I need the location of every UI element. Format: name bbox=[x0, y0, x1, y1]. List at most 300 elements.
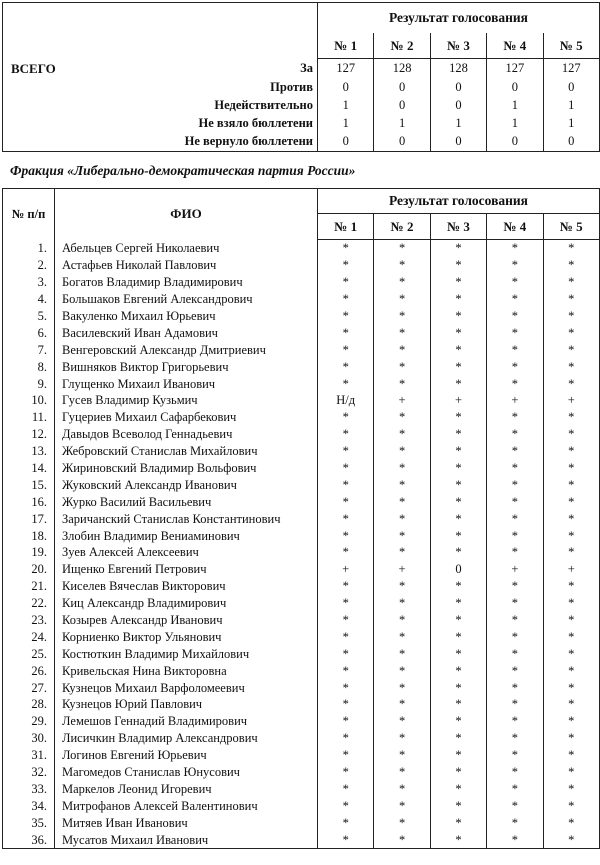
vote-cell: * bbox=[430, 595, 486, 612]
summary-cell: 127 bbox=[487, 59, 543, 79]
table-row bbox=[3, 612, 600, 629]
vote-cell: * bbox=[318, 628, 374, 645]
row-number: 11. bbox=[3, 409, 55, 426]
summary-column-header: № 5 bbox=[543, 33, 599, 59]
row-number: 24. bbox=[3, 628, 55, 645]
vote-cell: * bbox=[374, 341, 430, 358]
member-name: Вакуленко Михаил Юрьевич bbox=[62, 309, 216, 323]
vote-cell: * bbox=[487, 696, 543, 713]
member-column-header: № 3 bbox=[430, 214, 486, 240]
member-name: Киц Александр Владимирович bbox=[62, 596, 227, 611]
vote-cell: 0 bbox=[430, 561, 486, 578]
vote-cell: * bbox=[543, 578, 599, 595]
vote-cell: + bbox=[543, 561, 599, 578]
summary-cell: 1 bbox=[487, 97, 543, 115]
vote-cell: * bbox=[430, 797, 486, 814]
table-row bbox=[3, 274, 600, 291]
table-row bbox=[3, 392, 600, 409]
member-name: Большаков Евгений Александрович bbox=[62, 292, 253, 307]
vote-cell: * bbox=[430, 612, 486, 629]
faction-title: Фракция «Либерально-демократическая партия России» bbox=[10, 163, 356, 178]
row-number: 14. bbox=[3, 460, 55, 477]
vote-cell: * bbox=[543, 426, 599, 443]
member-name: Лисичкин Владимир Александрович bbox=[62, 731, 258, 746]
member-name: Василевский Иван Адамович bbox=[62, 325, 218, 340]
vote-cell: * bbox=[543, 713, 599, 730]
vote-cell: * bbox=[487, 493, 543, 510]
vote-cell: * bbox=[374, 510, 430, 527]
vote-cell: * bbox=[318, 358, 374, 375]
member-name: Зуев Алексей Алексеевич bbox=[62, 545, 199, 560]
row-number: 18. bbox=[3, 527, 55, 544]
summary-column-header: № 2 bbox=[374, 33, 430, 59]
vote-cell: * bbox=[430, 324, 486, 341]
vote-cell: * bbox=[487, 730, 543, 747]
summary-cell: 0 bbox=[374, 97, 430, 115]
table-row bbox=[3, 662, 600, 679]
summary-row bbox=[3, 115, 600, 133]
summary-cell: 127 bbox=[318, 59, 374, 79]
summary-row-label: Недействительно bbox=[3, 97, 318, 115]
vote-cell: * bbox=[374, 324, 430, 341]
row-number: 27. bbox=[3, 679, 55, 696]
vote-cell: * bbox=[318, 544, 374, 561]
vote-cell: * bbox=[318, 240, 374, 257]
row-number: 26. bbox=[3, 662, 55, 679]
vote-cell: * bbox=[374, 831, 430, 848]
vote-cell: + bbox=[543, 392, 599, 409]
vote-cell: * bbox=[543, 358, 599, 375]
vote-cell: * bbox=[430, 645, 486, 662]
member-name: Злобин Владимир Вениаминович bbox=[62, 528, 240, 543]
summary-row-label: За bbox=[3, 59, 318, 79]
table-row bbox=[3, 797, 600, 814]
vote-cell: * bbox=[430, 544, 486, 561]
summary-table bbox=[2, 2, 600, 152]
table-row bbox=[3, 781, 600, 798]
vote-cell: * bbox=[318, 679, 374, 696]
member-name: Маркелов Леонид Игоревич bbox=[62, 781, 212, 796]
vote-cell: + bbox=[430, 392, 486, 409]
vote-cell: * bbox=[543, 375, 599, 392]
member-name: Заричанский Станислав Константинович bbox=[62, 511, 281, 526]
vote-cell: * bbox=[318, 409, 374, 426]
vote-cell: * bbox=[487, 460, 543, 477]
vote-cell: * bbox=[487, 426, 543, 443]
member-column-header: № 1 bbox=[318, 214, 374, 240]
summary-cell: 1 bbox=[430, 115, 486, 133]
vote-cell: * bbox=[318, 426, 374, 443]
vote-cell: * bbox=[543, 510, 599, 527]
vote-cell: * bbox=[430, 679, 486, 696]
vote-cell: * bbox=[543, 814, 599, 831]
summary-cell: 128 bbox=[430, 59, 486, 79]
vote-cell: * bbox=[374, 578, 430, 595]
vote-cell: * bbox=[374, 730, 430, 747]
vote-cell: * bbox=[487, 713, 543, 730]
vote-cell: * bbox=[318, 612, 374, 629]
table-row bbox=[3, 426, 600, 443]
member-name: Магомедов Станислав Юнусович bbox=[62, 765, 240, 780]
vote-cell: * bbox=[374, 527, 430, 544]
vote-cell: * bbox=[374, 460, 430, 477]
member-name: Козырев Александр Иванович bbox=[62, 613, 223, 628]
vote-cell: * bbox=[318, 696, 374, 713]
table-row bbox=[3, 257, 600, 274]
member-name: Костюткин Владимир Михайлович bbox=[62, 646, 250, 661]
vote-cell: * bbox=[318, 460, 374, 477]
summary-row-label: Не взяло бюллетени bbox=[3, 115, 318, 133]
vote-cell: * bbox=[543, 747, 599, 764]
summary-cell: 0 bbox=[430, 133, 486, 152]
vote-cell: * bbox=[487, 612, 543, 629]
vote-cell: * bbox=[374, 426, 430, 443]
table-row bbox=[3, 645, 600, 662]
vote-cell: * bbox=[487, 476, 543, 493]
summary-result-header: Результат голосования bbox=[318, 3, 600, 34]
member-name: Гуцериев Михаил Сафарбекович bbox=[62, 410, 237, 425]
row-number: 7. bbox=[3, 341, 55, 358]
vote-cell: * bbox=[543, 240, 599, 257]
vote-cell: * bbox=[543, 460, 599, 477]
row-number: 36. bbox=[3, 831, 55, 848]
summary-cell: 0 bbox=[318, 79, 374, 97]
table-row bbox=[3, 628, 600, 645]
vote-cell: * bbox=[430, 308, 486, 325]
vote-cell: * bbox=[374, 595, 430, 612]
row-number: 12. bbox=[3, 426, 55, 443]
vote-cell: * bbox=[543, 662, 599, 679]
vote-cell: * bbox=[318, 764, 374, 781]
row-number: 21. bbox=[3, 578, 55, 595]
table-row bbox=[3, 460, 600, 477]
table-row bbox=[3, 409, 600, 426]
table-row bbox=[3, 679, 600, 696]
vote-cell: * bbox=[430, 814, 486, 831]
member-name: Жириновский Владимир Вольфович bbox=[62, 461, 257, 476]
table-row bbox=[3, 730, 600, 747]
vote-cell: * bbox=[430, 831, 486, 848]
vote-cell: * bbox=[318, 730, 374, 747]
summary-cell: 0 bbox=[374, 133, 430, 152]
row-number: 10. bbox=[3, 392, 55, 409]
vote-cell: * bbox=[543, 476, 599, 493]
summary-row-label: Не вернуло бюллетени bbox=[3, 133, 318, 152]
table-row bbox=[3, 747, 600, 764]
vote-cell: * bbox=[430, 443, 486, 460]
vote-cell: * bbox=[374, 781, 430, 798]
vote-cell: * bbox=[318, 308, 374, 325]
table-row bbox=[3, 831, 600, 848]
row-number: 23. bbox=[3, 612, 55, 629]
vote-cell: * bbox=[487, 510, 543, 527]
vote-cell: * bbox=[543, 443, 599, 460]
vote-cell: * bbox=[318, 578, 374, 595]
vote-cell: * bbox=[374, 814, 430, 831]
vote-cell: * bbox=[374, 679, 430, 696]
vote-cell: * bbox=[374, 375, 430, 392]
vote-cell: * bbox=[430, 409, 486, 426]
member-name: Давыдов Всеволод Геннадьевич bbox=[62, 427, 233, 442]
vote-cell: * bbox=[543, 645, 599, 662]
vote-cell: * bbox=[374, 358, 430, 375]
vote-cell: * bbox=[430, 730, 486, 747]
member-name: Богатов Владимир Владимирович bbox=[62, 275, 243, 290]
vote-cell: * bbox=[487, 324, 543, 341]
vote-cell: * bbox=[543, 595, 599, 612]
table-row bbox=[3, 578, 600, 595]
member-name: Корниенко Виктор Ульянович bbox=[62, 629, 222, 644]
vote-cell: * bbox=[543, 696, 599, 713]
vote-cell: * bbox=[318, 476, 374, 493]
vote-cell: * bbox=[430, 764, 486, 781]
vote-cell: * bbox=[543, 730, 599, 747]
table-row bbox=[3, 713, 600, 730]
vote-cell: * bbox=[487, 291, 543, 308]
table-row bbox=[3, 341, 600, 358]
vote-cell: * bbox=[318, 797, 374, 814]
vote-cell: * bbox=[430, 375, 486, 392]
vote-cell: * bbox=[374, 696, 430, 713]
table-row bbox=[3, 291, 600, 308]
vote-cell: + bbox=[318, 561, 374, 578]
vote-cell: * bbox=[487, 443, 543, 460]
vote-cell: * bbox=[318, 831, 374, 848]
row-number: 4. bbox=[3, 291, 55, 308]
vote-cell: * bbox=[430, 662, 486, 679]
vote-cell: * bbox=[487, 797, 543, 814]
summary-cell: 127 bbox=[543, 59, 599, 79]
vote-cell: * bbox=[487, 544, 543, 561]
vote-cell: * bbox=[318, 291, 374, 308]
member-name: Глущенко Михаил Иванович bbox=[62, 376, 216, 391]
row-number: 30. bbox=[3, 730, 55, 747]
vote-cell: * bbox=[430, 781, 486, 798]
vote-cell: * bbox=[374, 476, 430, 493]
summary-cell: 0 bbox=[374, 79, 430, 97]
row-number: 13. bbox=[3, 443, 55, 460]
vote-cell: + bbox=[487, 561, 543, 578]
summary-cell: 0 bbox=[430, 79, 486, 97]
summary-cell: 1 bbox=[318, 115, 374, 133]
vote-cell: * bbox=[543, 324, 599, 341]
table-row bbox=[3, 544, 600, 561]
vote-cell: * bbox=[543, 527, 599, 544]
member-column-header: № 2 bbox=[374, 214, 430, 240]
vote-cell: * bbox=[374, 443, 430, 460]
member-name: Жебровский Станислав Михайлович bbox=[62, 444, 258, 459]
summary-cell: 1 bbox=[543, 115, 599, 133]
table-row bbox=[3, 510, 600, 527]
member-name: Журко Василий Васильевич bbox=[62, 494, 212, 509]
table-row bbox=[3, 527, 600, 544]
vote-cell: * bbox=[543, 797, 599, 814]
member-name: Ищенко Евгений Петрович bbox=[62, 562, 207, 577]
vote-cell: * bbox=[318, 493, 374, 510]
summary-cell: 1 bbox=[487, 115, 543, 133]
header-fio: ФИО bbox=[55, 189, 318, 240]
row-number: 15. bbox=[3, 476, 55, 493]
member-name: Митрофанов Алексей Валентинович bbox=[62, 798, 258, 813]
vote-cell: * bbox=[318, 375, 374, 392]
member-name: Кривельская Нина Викторовна bbox=[62, 663, 227, 678]
vote-cell: * bbox=[430, 291, 486, 308]
summary-cell: 0 bbox=[487, 133, 543, 152]
table-row bbox=[3, 240, 600, 257]
vote-cell: * bbox=[487, 240, 543, 257]
vote-cell: * bbox=[543, 831, 599, 848]
vote-cell: * bbox=[543, 257, 599, 274]
table-row bbox=[3, 595, 600, 612]
vote-cell: * bbox=[487, 308, 543, 325]
vote-cell: * bbox=[487, 578, 543, 595]
vote-cell: * bbox=[430, 240, 486, 257]
row-number: 31. bbox=[3, 747, 55, 764]
vote-cell: * bbox=[543, 628, 599, 645]
vote-cell: * bbox=[430, 257, 486, 274]
table-row bbox=[3, 476, 600, 493]
vote-cell: + bbox=[374, 392, 430, 409]
table-row bbox=[3, 324, 600, 341]
vote-cell: * bbox=[487, 595, 543, 612]
vote-cell: * bbox=[543, 493, 599, 510]
summary-cell: 0 bbox=[430, 97, 486, 115]
vote-cell: * bbox=[374, 662, 430, 679]
member-name: Венгеровский Александр Дмитриевич bbox=[62, 342, 266, 357]
vote-cell: * bbox=[487, 662, 543, 679]
member-name: Абельцев Сергей Николаевич bbox=[62, 241, 220, 256]
vote-cell: * bbox=[318, 713, 374, 730]
vote-cell: * bbox=[318, 443, 374, 460]
vote-cell: * bbox=[374, 747, 430, 764]
vote-cell: * bbox=[487, 764, 543, 781]
vote-cell: * bbox=[318, 274, 374, 291]
vote-cell: * bbox=[374, 544, 430, 561]
table-row bbox=[3, 443, 600, 460]
vote-cell: Н/д bbox=[318, 392, 374, 409]
vote-cell: * bbox=[430, 713, 486, 730]
member-name: Киселев Вячеслав Викторович bbox=[62, 579, 226, 594]
summary-row bbox=[3, 79, 600, 97]
vote-cell: * bbox=[543, 544, 599, 561]
summary-column-header: № 1 bbox=[318, 33, 374, 59]
vote-cell: * bbox=[487, 645, 543, 662]
vote-cell: * bbox=[430, 460, 486, 477]
row-number: 25. bbox=[3, 645, 55, 662]
summary-column-header: № 3 bbox=[430, 33, 486, 59]
member-name: Митяев Иван Иванович bbox=[62, 815, 188, 830]
vote-cell: * bbox=[543, 274, 599, 291]
member-column-header: № 5 bbox=[543, 214, 599, 240]
summary-row bbox=[3, 133, 600, 152]
vote-cell: * bbox=[543, 341, 599, 358]
vote-cell: * bbox=[543, 781, 599, 798]
member-name: Астафьев Николай Павлович bbox=[62, 258, 217, 273]
vote-cell: * bbox=[374, 764, 430, 781]
member-name: Кузнецов Михаил Варфоломеевич bbox=[62, 680, 245, 695]
vote-cell: * bbox=[430, 341, 486, 358]
vote-cell: * bbox=[487, 679, 543, 696]
table-row bbox=[3, 308, 600, 325]
vote-cell: * bbox=[487, 831, 543, 848]
vote-cell: * bbox=[430, 476, 486, 493]
vote-cell: * bbox=[487, 628, 543, 645]
row-number: 2. bbox=[3, 257, 55, 274]
table-row bbox=[3, 375, 600, 392]
member-name: Лемешов Геннадий Владимирович bbox=[62, 714, 248, 729]
vote-cell: * bbox=[374, 493, 430, 510]
row-number: 28. bbox=[3, 696, 55, 713]
vote-cell: * bbox=[543, 679, 599, 696]
vote-cell: * bbox=[430, 696, 486, 713]
vote-cell: * bbox=[318, 814, 374, 831]
vote-cell: * bbox=[543, 409, 599, 426]
row-number: 8. bbox=[3, 358, 55, 375]
member-column-header: № 4 bbox=[487, 214, 543, 240]
vote-cell: * bbox=[430, 510, 486, 527]
header-number: № п/п bbox=[3, 189, 55, 240]
summary-row bbox=[3, 97, 600, 115]
row-number: 34. bbox=[3, 797, 55, 814]
vote-cell: * bbox=[543, 308, 599, 325]
summary-cell: 0 bbox=[487, 79, 543, 97]
summary-row bbox=[3, 59, 600, 79]
vote-cell: * bbox=[487, 257, 543, 274]
vote-cell: * bbox=[487, 341, 543, 358]
row-number: 20. bbox=[3, 561, 55, 578]
row-number: 32. bbox=[3, 764, 55, 781]
member-name: Вишняков Виктор Григорьевич bbox=[62, 359, 229, 374]
vote-cell: * bbox=[374, 274, 430, 291]
row-number: 22. bbox=[3, 595, 55, 612]
vote-cell: * bbox=[487, 274, 543, 291]
member-name: Гусев Владимир Кузьмич bbox=[62, 393, 198, 408]
vote-cell: * bbox=[487, 814, 543, 831]
vote-cell: * bbox=[318, 324, 374, 341]
row-number: 9. bbox=[3, 375, 55, 392]
vote-cell: * bbox=[487, 747, 543, 764]
row-number: 1. bbox=[3, 240, 55, 257]
faction-members-table bbox=[2, 188, 600, 849]
vote-cell: * bbox=[543, 764, 599, 781]
vote-cell: * bbox=[374, 628, 430, 645]
vote-cell: * bbox=[543, 612, 599, 629]
vote-cell: * bbox=[318, 595, 374, 612]
vote-cell: * bbox=[318, 257, 374, 274]
table-row bbox=[3, 814, 600, 831]
vote-cell: * bbox=[374, 645, 430, 662]
member-name: Жуковский Александр Иванович bbox=[62, 477, 237, 492]
row-number: 17. bbox=[3, 510, 55, 527]
row-number: 19. bbox=[3, 544, 55, 561]
summary-cell: 0 bbox=[543, 133, 599, 152]
table-row bbox=[3, 358, 600, 375]
vote-cell: * bbox=[318, 781, 374, 798]
vote-cell: * bbox=[430, 493, 486, 510]
vote-cell: * bbox=[374, 797, 430, 814]
vote-cell: * bbox=[374, 409, 430, 426]
vote-cell: * bbox=[318, 341, 374, 358]
vote-cell: * bbox=[430, 426, 486, 443]
vote-cell: * bbox=[374, 240, 430, 257]
summary-cell: 1 bbox=[318, 97, 374, 115]
vote-cell: * bbox=[430, 527, 486, 544]
summary-column-header: № 4 bbox=[487, 33, 543, 59]
table-row bbox=[3, 696, 600, 713]
vote-cell: * bbox=[318, 527, 374, 544]
vote-cell: * bbox=[374, 291, 430, 308]
vote-cell: * bbox=[374, 612, 430, 629]
